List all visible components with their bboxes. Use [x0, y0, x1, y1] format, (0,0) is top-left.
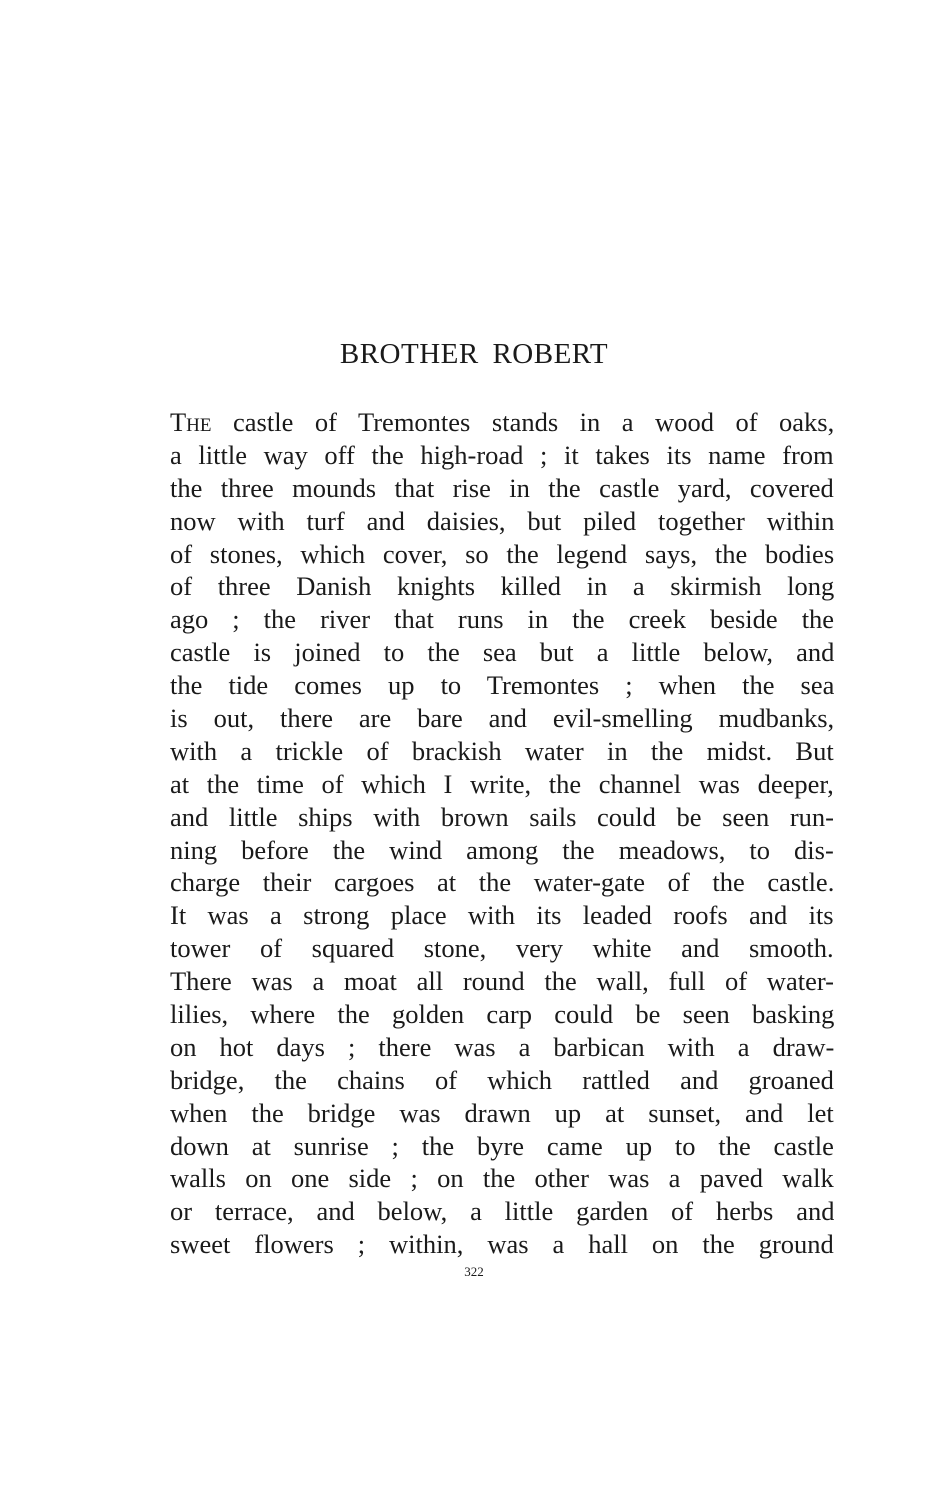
text-line: walls on one side ; on the other was a paved walk	[170, 1163, 834, 1194]
text-line: on hot days ; there was a barbican with a draw-	[170, 1031, 834, 1062]
body-text	[170, 406, 834, 1261]
text-line: castle is joined to the sea but a little below, and	[170, 637, 834, 668]
text-line	[170, 406, 834, 439]
text-line: is out, there are bare and evil-smelling mudbanks,	[170, 703, 834, 734]
text-line: and little ships with brown sails could be seen run-	[170, 801, 834, 832]
text-line: a little way off the high-road ; it takes its name from	[170, 439, 834, 470]
text-line: It was a strong place with its leaded roofs and its	[170, 900, 834, 931]
text-line: sweet flowers ; within, was a hall on the ground	[170, 1229, 834, 1260]
text-line: tower of squared stone, very white and smooth.	[170, 933, 834, 964]
page-number: 322	[464, 1264, 484, 1279]
text-line: the tide comes up to Tremontes ; when the sea	[170, 670, 834, 701]
text-line: now with turf and daisies, but piled together within	[170, 505, 834, 536]
text-line: of stones, which cover, so the legend says, the bodies	[170, 538, 834, 569]
text-line: the three mounds that rise in the castle yard, covered	[170, 472, 834, 503]
text-line: with a trickle of brackish water in the midst. But	[170, 735, 834, 766]
text-line: There was a moat all round the wall, full of water-	[170, 966, 834, 997]
text-line: or terrace, and below, a little garden of herbs and	[170, 1196, 834, 1227]
text-line: down at sunrise ; the byre came up to the castle	[170, 1130, 834, 1161]
text-line: ning before the wind among the meadows, to dis-	[170, 834, 834, 865]
text-line: bridge, the chains of which rattled and groaned	[170, 1064, 834, 1095]
text-line: charge their cargoes at the water-gate of the castle.	[170, 867, 834, 898]
chapter-title: BROTHER ROBERT	[339, 338, 609, 370]
text-line: of three Danish knights killed in a skirmish long	[170, 571, 834, 602]
text-line: ago ; the river that runs in the creek beside the	[170, 604, 834, 635]
text-line: when the bridge was drawn up at sunset, and let	[170, 1097, 834, 1128]
first-word: The	[170, 407, 212, 437]
text-line-content: castle of Tremontes stands in a wood of oaks,	[211, 407, 834, 437]
text-line: at the time of which I write, the channel was deeper,	[170, 768, 834, 799]
text-line: lilies, where the golden carp could be seen basking	[170, 999, 834, 1030]
